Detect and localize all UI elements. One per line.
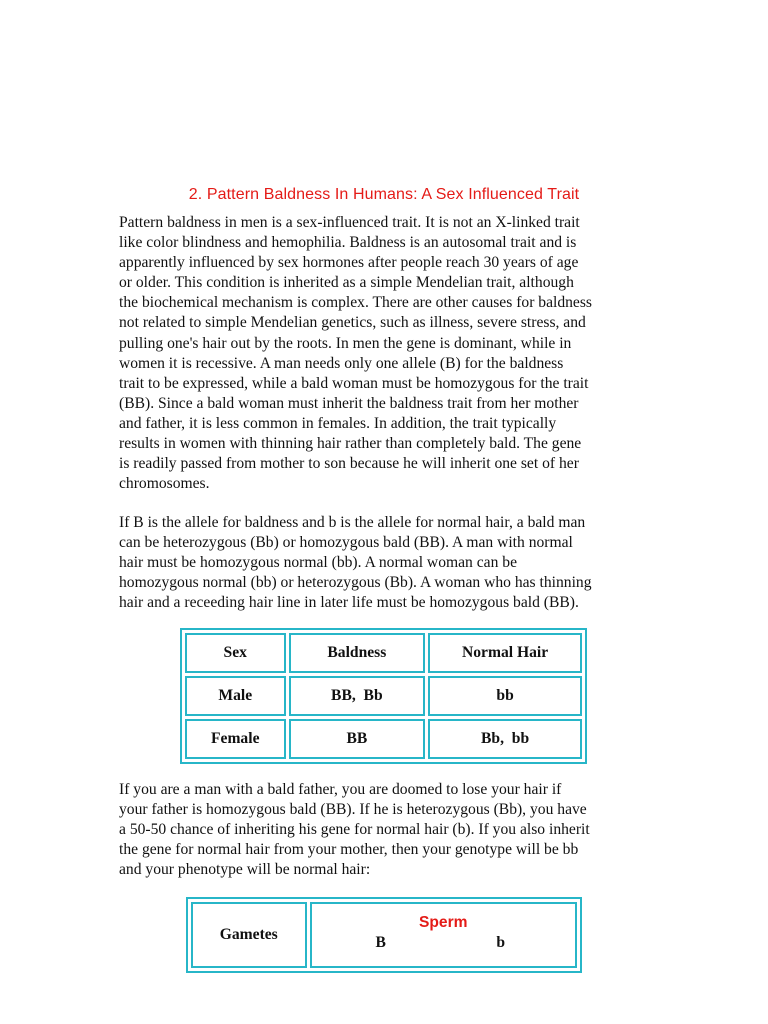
header-cell-baldness: Baldness — [289, 633, 426, 673]
text-line: If you are a man with a bald father, you are doomed to lose your hair if — [119, 781, 562, 798]
genotype-table — [180, 628, 587, 764]
text-line: not related to simple Mendelian genetics, such as illness, severe stress, and — [119, 314, 586, 332]
text-line: (BB). Since a bald woman must inherit the baldness trait from her mother — [119, 394, 579, 412]
text-line: can be heterozygous (Bb) or homozygous bald (BB). A man with normal — [119, 534, 573, 552]
gamete-table — [186, 897, 582, 973]
text-line: a 50-50 chance of inheriting his gene for normal hair (b). If you also inherit — [119, 821, 590, 839]
allele-recessive: b — [496, 934, 505, 951]
sperm-cell — [310, 902, 578, 968]
text-line: the gene for normal hair from your mother, then your genotype will be bb — [119, 841, 579, 859]
sperm-header: Sperm — [418, 914, 468, 931]
text-line: apparently influenced by sex hormones after people reach 30 years of age — [119, 254, 579, 272]
table-row — [185, 719, 582, 759]
text-line: women it is recessive. A man needs only one allele (B) for the baldness — [119, 354, 564, 372]
table-cell: Female — [185, 719, 286, 759]
allele-dominant: B — [375, 934, 386, 951]
paragraph-intro — [119, 213, 659, 494]
table-cell: BB — [289, 719, 426, 759]
section-title: 2. Pattern Baldness In Humans: A Sex Influenced Trait — [188, 186, 580, 203]
table-header-row — [185, 633, 582, 673]
table-cell: BB, Bb — [289, 676, 426, 716]
allele-row — [312, 932, 576, 952]
text-line: is readily passed from mother to son because he will inherit one set of her — [119, 455, 579, 473]
text-line: or older. This condition is inherited as a simple Mendelian trait, although — [119, 274, 574, 292]
table-row — [191, 902, 577, 968]
text-line: and father, it is less common in females. In addition, the trait typically — [119, 414, 557, 432]
text-line: your father is homozygous bald (BB). If he is heterozygous (Bb), you have — [119, 801, 587, 819]
text-line: hair must be homozygous normal (bb). A normal woman can be — [119, 554, 517, 572]
text-line: If B is the allele for baldness and b is the allele for normal hair, a bald man — [119, 514, 586, 531]
table-cell: Bb, bb — [428, 719, 582, 759]
text-line: trait to be expressed, while a bald woman must be homozygous for the trait — [119, 374, 589, 392]
text-line: the biochemical mechanism is complex. There are other causes for baldness — [119, 294, 592, 312]
paragraph-alleles — [119, 513, 659, 613]
text-line: Pattern baldness in men is a sex-influenced trait. It is not an X-linked trait — [119, 214, 580, 231]
text-line: results in women with thinning hair rather than completely bald. The gene — [119, 435, 582, 453]
table-cell: Male — [185, 676, 286, 716]
table-row — [185, 676, 582, 716]
text-line: hair and a receeding hair line in later life must be homozygous bald (BB). — [119, 594, 579, 612]
table-cell: bb — [428, 676, 582, 716]
text-line: chromosomes. — [119, 475, 210, 493]
text-line: and your phenotype will be normal hair: — [119, 861, 371, 879]
gametes-label: Gametes — [191, 902, 307, 968]
text-line: pulling one's hair out by the roots. In men the gene is dominant, while in — [119, 334, 572, 352]
header-cell-normal-hair: Normal Hair — [428, 633, 582, 673]
paragraph-inheritance — [119, 780, 659, 880]
text-line: like color blindness and hemophilia. Baldness is an autosomal trait and is — [119, 234, 577, 252]
header-cell-sex: Sex — [185, 633, 286, 673]
text-line: homozygous normal (bb) or heterozygous (Bb). A woman who has thinning — [119, 574, 592, 592]
